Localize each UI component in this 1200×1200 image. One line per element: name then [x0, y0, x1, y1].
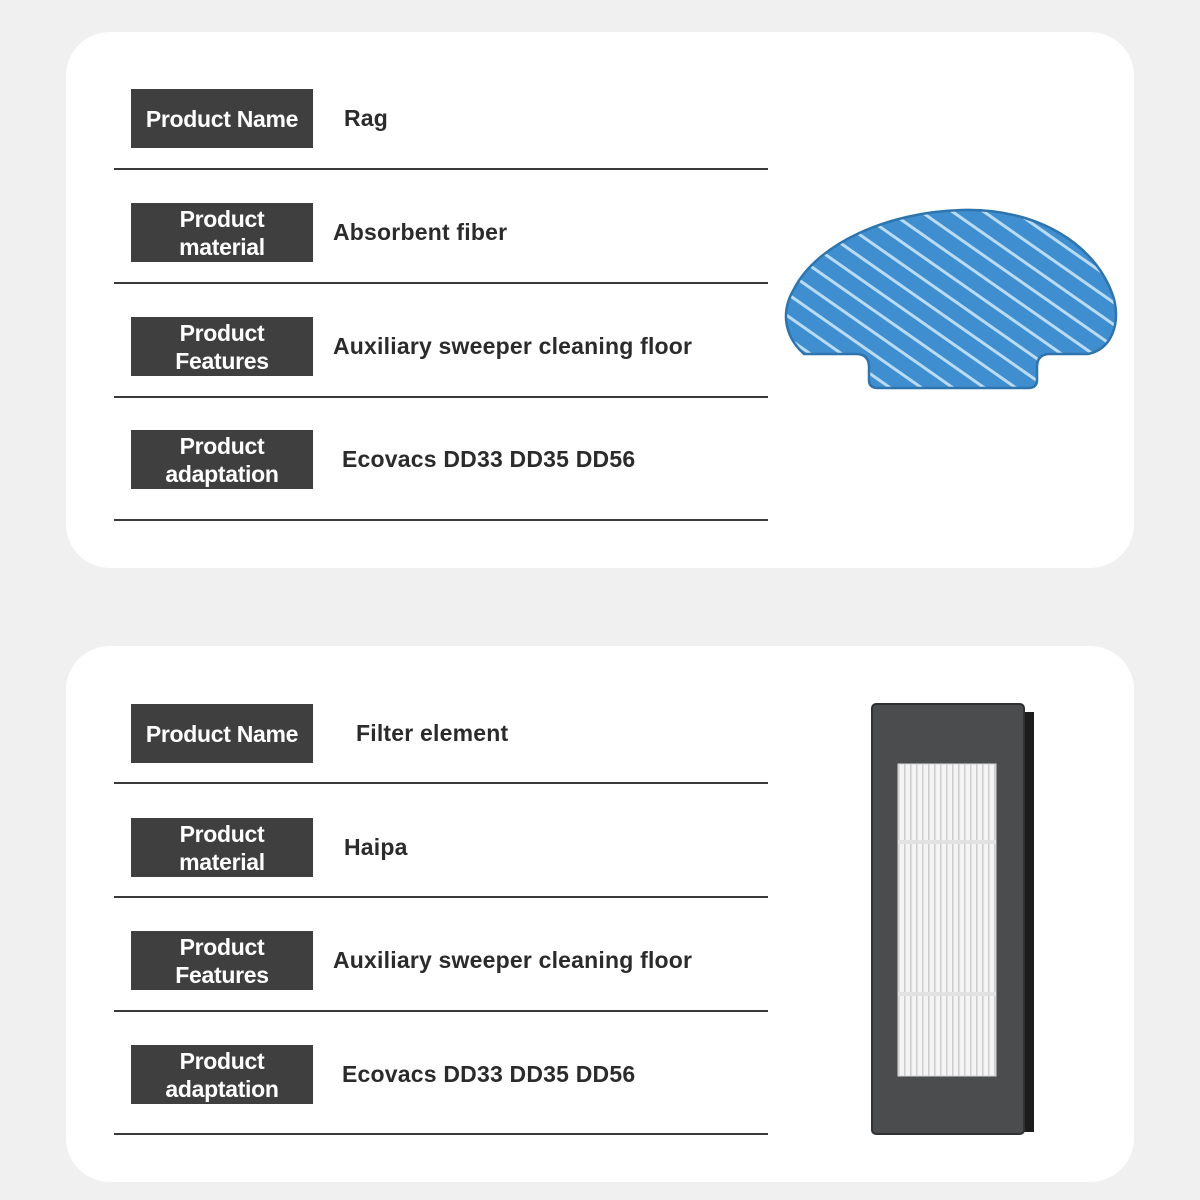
divider-rule: [114, 519, 768, 521]
divider-rule: [114, 168, 768, 170]
spec-label: Product Name: [131, 89, 313, 148]
spec-value: Ecovacs DD33 DD35 DD56: [342, 446, 636, 472]
spec-label: Product Name: [131, 704, 313, 763]
spec-label: Product material: [131, 818, 313, 877]
spec-value: Ecovacs DD33 DD35 DD56: [342, 1061, 636, 1087]
divider-rule: [114, 1010, 768, 1012]
spec-value: Absorbent fiber: [333, 219, 508, 245]
product-card-filter: [66, 646, 1134, 1182]
divider-rule: [114, 282, 768, 284]
spec-label: Product material: [131, 203, 313, 262]
divider-rule: [114, 396, 768, 398]
spec-value: Rag: [344, 105, 389, 131]
spec-value: Filter element: [356, 720, 509, 746]
hepa-filter-image: [868, 702, 1040, 1138]
spec-label: Product Features: [131, 317, 313, 376]
spec-value: Auxiliary sweeper cleaning floor: [333, 333, 693, 359]
divider-rule: [114, 896, 768, 898]
mop-pad-image: [782, 204, 1122, 394]
divider-rule: [114, 1133, 768, 1135]
product-card-rag: [66, 32, 1134, 568]
spec-label: Product adaptation: [131, 1045, 313, 1104]
spec-label: Product adaptation: [131, 430, 313, 489]
spec-value: Auxiliary sweeper cleaning floor: [333, 947, 693, 973]
spec-label: Product Features: [131, 931, 313, 990]
divider-rule: [114, 782, 768, 784]
spec-value: Haipa: [344, 834, 408, 860]
